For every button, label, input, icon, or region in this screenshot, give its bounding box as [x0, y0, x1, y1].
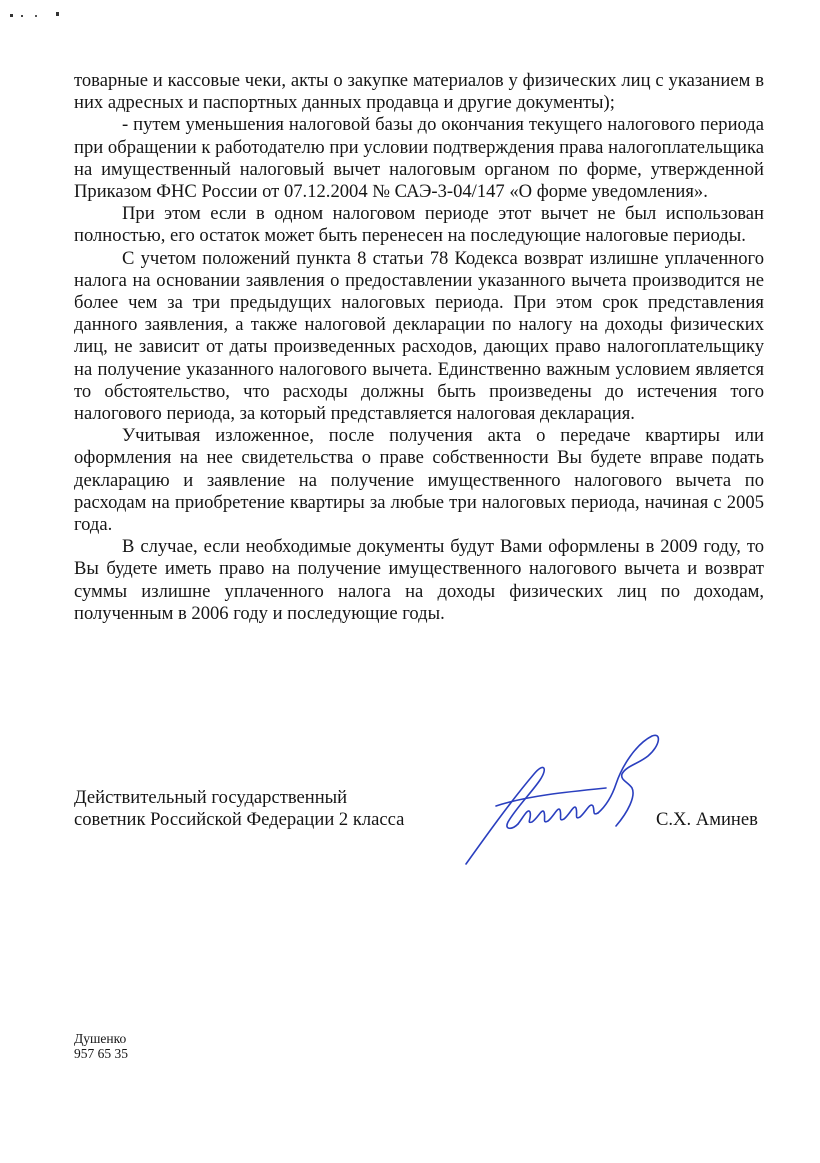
paragraph-refund-terms: С учетом положений пункта 8 статьи 78 Кодекса возврат излишне уплаченного налога на основании заявления о предоставлении указанного вычета производится не более чем за три предыдущих налоговых периода. При этом срок представления данного заявления, а также налоговой декларации по налогу на доходы физических лиц, не зависит от даты произведенных расходов, дающих право налогоплательщику на получение указанного налогового вычета. Единственно важным условием является то обстоятельство, что расходы должны быть произведены до истечения того налогового периода, за который представляется налоговая декларация. [74, 247, 764, 425]
signatory-title [74, 787, 404, 831]
signatory-title-line1: Действительный государственный [74, 787, 348, 808]
letter-body [74, 70, 764, 625]
executor-phone: 957 65 35 [74, 1046, 128, 1061]
paragraph-conclusion: Учитывая изложенное, после получения акта о передаче квартиры или оформления на нее свидетельства о праве собственности Вы будете вправе подать декларацию и заявление на получение имущественного налогового вычета по расходам на приобретение квартиры за любые три налоговых периода, начиная с 2005 года. [74, 425, 764, 536]
paragraph-2009-case: В случае, если необходимые документы будут Вами оформлены в 2009 году, то Вы будете иметь право на получение имущественного налогового вычета и возврат суммы излишне уплаченного налога на доходы физических лиц по доходам, полученным в 2006 году и последующие годы. [74, 536, 764, 624]
paragraph-employer-deduction: - путем уменьшения налоговой базы до окончания текущего налогового периода при обращении к работодателю при условии подтверждения права налогоплательщика на имущественный налоговый вычет налоговым органом по форме, утвержденной Приказом ФНС России от 07.12.2004 № САЭ-3-04/147 «О форме уведомления». [74, 114, 764, 203]
signatory-title-line2: советник Российской Федерации 2 класса [74, 809, 405, 831]
paragraph-carryover: При этом если в одном налоговом периоде этот вычет не был использован полностью, его остаток может быть перенесен на последующие налоговые периоды. [74, 203, 764, 247]
signatory-name: С.Х. Аминев [656, 809, 758, 830]
executor-info [74, 1031, 128, 1061]
scan-artifact-marks [8, 10, 78, 22]
executor-name: Душенко [74, 1031, 127, 1046]
handwritten-signature [456, 726, 676, 876]
paragraph-continuation: товарные и кассовые чеки, акты о закупке материалов у физических лиц с указанием в них адресных и паспортных данных продавца и другие документы); [74, 70, 764, 114]
